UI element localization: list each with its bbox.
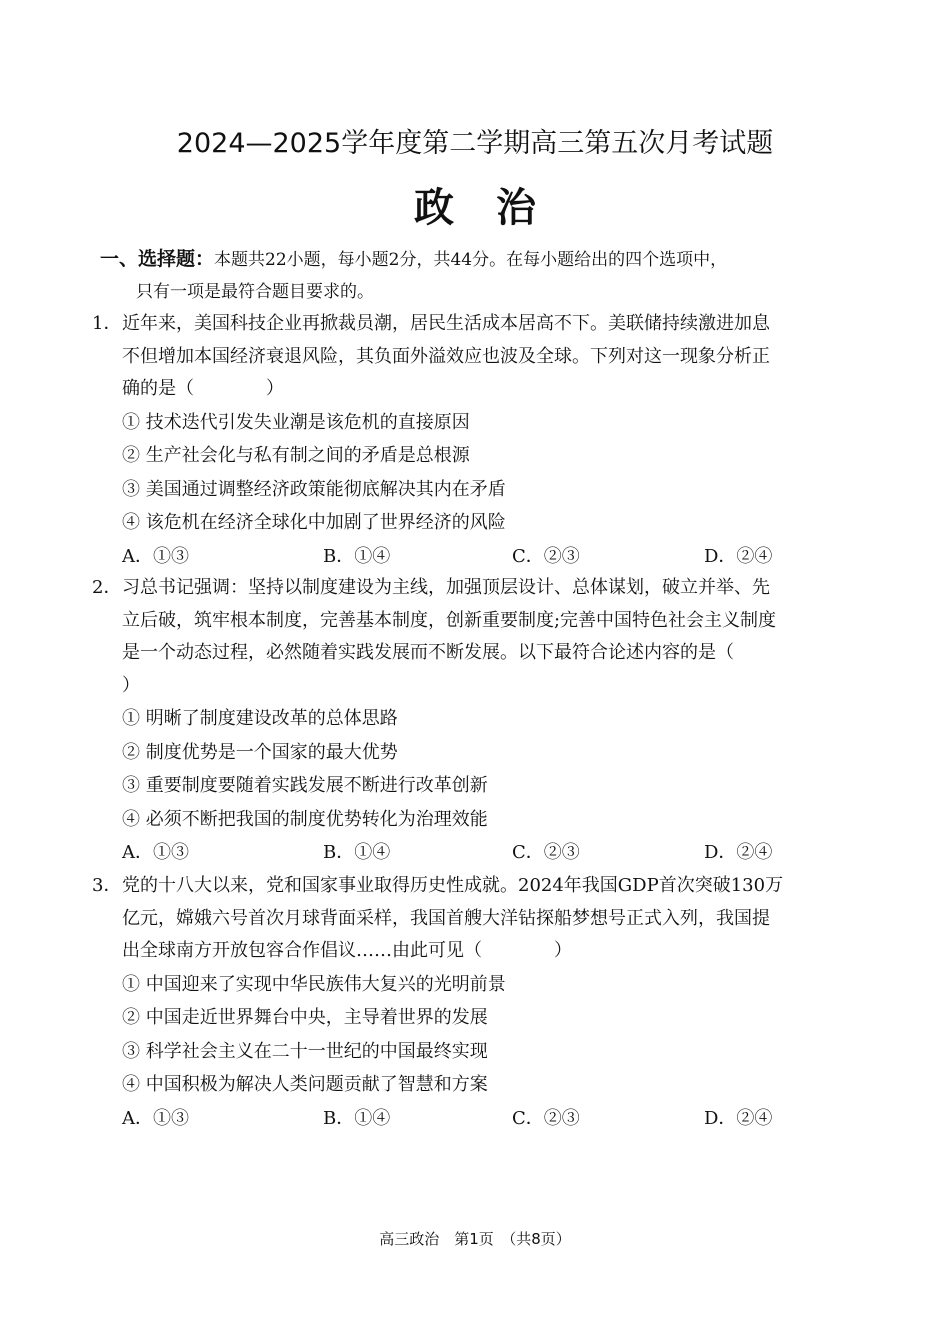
statement-item: ③ 重要制度要随着实践发展不断进行改革创新 xyxy=(122,775,488,796)
question-stem-line: 党的十八大以来，党和国家事业取得历史性成就。2024年我国GDP首次突破130万 xyxy=(122,875,784,896)
answer-choices xyxy=(92,1102,862,1136)
statement-item: ① 技术迭代引发失业潮是该危机的直接原因 xyxy=(122,411,470,433)
statement-item: ② 中国走近世界舞台中央，主导着世界的发展 xyxy=(122,1007,488,1028)
answer-choice-d: D．②④ xyxy=(704,842,773,863)
statement-item: ① 中国迎来了实现中华民族伟大复兴的光明前景 xyxy=(122,973,506,995)
section-heading: 一、选择题： xyxy=(100,248,215,270)
question-number: 1． xyxy=(92,313,122,334)
question-3 xyxy=(92,870,862,1136)
question-stem-line: ） xyxy=(122,674,140,696)
question-stem-line: 近年来，美国科技企业再掀裁员潮，居民生活成本居高不下。美联储持续激进加息 xyxy=(122,313,770,334)
section-instruction-line-1 xyxy=(100,243,870,276)
question-1 xyxy=(92,308,862,574)
question-stem-line: 亿元，嫦娥六号首次月球背面采样，我国首艘大洋钻探船梦想号正式入列，我国提 xyxy=(122,907,770,929)
statement-item: ④ 必须不断把我国的制度优势转化为治理效能 xyxy=(122,808,488,830)
answer-choice-b: B．①④ xyxy=(323,1107,391,1129)
statement-item: ② 制度优势是一个国家的最大优势 xyxy=(122,741,398,763)
answer-choice-c: C．②③ xyxy=(512,1107,580,1129)
question-number: 3． xyxy=(92,875,122,896)
statement-item: ② 生产社会化与私有制之间的矛盾是总根源 xyxy=(122,445,470,466)
answer-choice-c: C．②③ xyxy=(512,545,580,567)
statement-list xyxy=(92,406,862,540)
answer-choices xyxy=(92,836,862,870)
answer-choice-b: B．①④ xyxy=(323,545,391,567)
answer-choice-d: D．②④ xyxy=(704,545,773,567)
question-stem-line: 习总书记强调：坚持以制度建设为主线，加强顶层设计、总体谋划，破立并举、先 xyxy=(122,577,770,598)
question-2 xyxy=(92,572,862,870)
question-stem xyxy=(92,870,862,968)
section-instructions xyxy=(100,243,870,308)
question-stem-line: 立后破，筑牢根本制度，完善基本制度，创新重要制度;完善中国特色社会主义制度 xyxy=(122,609,777,631)
answer-choices xyxy=(92,540,862,574)
answer-choice-b: B．①④ xyxy=(323,842,391,863)
statement-item: ④ 该危机在经济全球化中加剧了世界经济的风险 xyxy=(122,512,506,533)
statement-item: ③ 美国通过调整经济政策能彻底解决其内在矛盾 xyxy=(122,478,506,500)
question-stem-line: 出全球南方开放包容合作倡议……由此可见（ ） xyxy=(122,940,572,961)
statement-list xyxy=(92,702,862,836)
subject-title: 政 治 xyxy=(414,184,550,231)
question-number: 2． xyxy=(92,577,122,598)
question-stem xyxy=(92,572,862,702)
section-instruction-line-2: 只有一项是最符合题目要求的。 xyxy=(136,282,374,302)
answer-choice-d: D．②④ xyxy=(704,1107,773,1129)
answer-choice-a: A．①③ xyxy=(122,545,189,567)
answer-choice-c: C．②③ xyxy=(512,842,580,863)
answer-choice-a: A．①③ xyxy=(122,842,189,863)
question-stem-line: 不但增加本国经济衰退风险，其负面外溢效应也波及全球。下列对这一现象分析正 xyxy=(122,345,770,367)
page-footer: 高三政治 第1页 （共8页） xyxy=(379,1230,571,1248)
question-stem xyxy=(92,308,862,406)
question-stem-line: 是一个动态过程，必然随着实践发展而不断发展。以下最符合论述内容的是（ xyxy=(122,642,734,663)
answer-choice-a: A．①③ xyxy=(122,1107,189,1129)
statement-item: ④ 中国积极为解决人类问题贡献了智慧和方案 xyxy=(122,1074,488,1095)
statement-item: ③ 科学社会主义在二十一世纪的中国最终实现 xyxy=(122,1040,488,1062)
statement-item: ① 明晰了制度建设改革的总体思路 xyxy=(122,708,398,729)
question-stem-line: 确的是（ ） xyxy=(122,378,284,399)
statement-list xyxy=(92,968,862,1102)
section-instruction-text: 本题共22小题，每小题2分，共44分。在每小题给出的四个选项中， xyxy=(214,250,728,270)
exam-title: 2024—2025学年度第二学期高三第五次月考试题 xyxy=(176,128,774,159)
